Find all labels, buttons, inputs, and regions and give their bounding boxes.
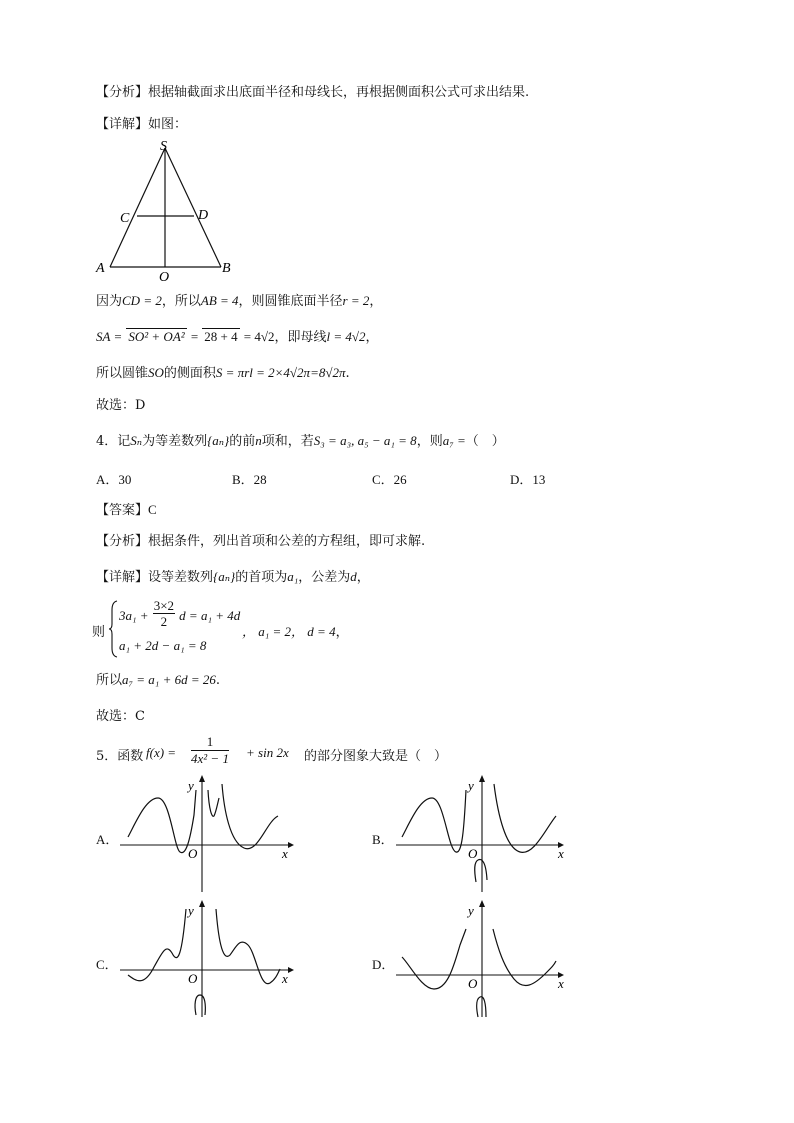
y-axis-label: y	[468, 778, 474, 793]
x-axis-arrow	[288, 967, 294, 973]
q4-option-a[interactable]	[96, 469, 131, 488]
label-c: C	[120, 211, 130, 226]
equation-2: a₁ + 2d − a₁ = 8	[119, 638, 207, 653]
text: 的侧面积	[163, 366, 216, 381]
math-a1-value: ， a₁ = 2	[242, 624, 292, 639]
q4-stem	[96, 432, 505, 451]
math-an: {aₙ}	[213, 569, 236, 584]
cone-section-figure	[90, 136, 240, 286]
text: .	[345, 366, 350, 381]
text: ，公差为	[298, 570, 351, 585]
origin-label: O	[188, 846, 198, 861]
text: ，	[356, 570, 370, 585]
fraction-denominator: 2	[160, 614, 168, 629]
x-axis-label: x	[282, 846, 288, 861]
q4-option-c[interactable]	[372, 469, 407, 488]
text: 所以	[96, 673, 123, 688]
q4-option-b[interactable]	[232, 469, 267, 488]
math-f: f(x) =	[146, 745, 177, 760]
curve-right	[493, 929, 556, 986]
fraction-numerator: 3×2	[153, 598, 175, 613]
left-brace	[108, 600, 118, 658]
text: ，即母线	[274, 330, 327, 345]
analysis-text: 根据轴截面求出底面半径和母线长，再根据侧面积公式可求出结果.	[148, 85, 530, 100]
q5-option-d-label[interactable]: D．	[372, 957, 395, 972]
label-s: S	[160, 139, 167, 154]
text: 项和，若	[261, 434, 314, 449]
curve-middle	[208, 790, 219, 816]
analysis-text: 根据条件，列出首项和公差的方程组，即可求解.	[148, 534, 426, 549]
option-value: 13	[532, 472, 546, 487]
q4-detail	[96, 568, 370, 587]
edge-sb	[165, 148, 221, 267]
origin-label: O	[188, 971, 198, 986]
x-axis-label: x	[558, 976, 564, 991]
text: ，	[365, 330, 379, 345]
origin-label: O	[468, 976, 478, 991]
text: ，	[369, 294, 383, 309]
math-so: SO	[148, 365, 164, 380]
math-radical-1: SO² + OA²	[128, 329, 185, 344]
q3-line1	[96, 292, 382, 311]
math-area-formula: S = πrl = 2×4√2π=8√2π	[215, 365, 346, 380]
fraction-denominator: 4x² − 1	[191, 751, 229, 766]
math-r: r = 2	[342, 293, 370, 308]
curve-left	[128, 790, 196, 853]
graph-d[interactable]	[396, 895, 576, 1020]
label-o: O	[159, 270, 170, 285]
detail-text: 如图：	[148, 117, 188, 132]
curve-middle	[195, 995, 205, 1015]
text: 的部分图象大致是（ ）	[304, 749, 448, 764]
x-axis-arrow	[288, 842, 294, 848]
y-axis-arrow	[199, 775, 205, 782]
fraction	[153, 598, 175, 629]
option-label: B．	[232, 472, 254, 487]
math-d-value: ， d = 4	[291, 624, 336, 639]
option-label: C．	[372, 472, 394, 487]
x-axis-label: x	[558, 846, 564, 861]
analysis-tag: 【分析】	[96, 534, 149, 549]
text: 的前	[229, 434, 256, 449]
text: （ ）	[465, 434, 505, 449]
text: 所以圆锥	[96, 366, 149, 381]
label-d: D	[198, 208, 209, 223]
math-sin: + sin 2x	[246, 745, 289, 760]
text: .	[215, 673, 221, 688]
q4-equation-system	[92, 598, 392, 660]
label-a: A	[96, 261, 105, 276]
option-value: 28	[253, 472, 267, 487]
math-eq: =	[190, 329, 199, 344]
solutions	[242, 621, 349, 640]
math-condition: S₃ = a₃, a₅ − a₁ = 8	[313, 433, 417, 448]
math-result: = 4√2	[243, 329, 275, 344]
text: ，则圆锥底面半径	[238, 294, 343, 309]
text: ，所以	[161, 294, 201, 309]
answer-tag: 【答案】	[96, 503, 149, 518]
math-n: n	[255, 433, 262, 448]
q4-answer	[96, 501, 157, 520]
curve-middle	[477, 997, 486, 1017]
math-a1: a₁	[287, 569, 299, 584]
analysis-tag: 【分析】	[96, 85, 149, 100]
text: ，	[335, 625, 349, 640]
graph-b[interactable]	[396, 770, 576, 895]
curve-right	[494, 784, 556, 852]
text: 4．记	[96, 434, 131, 449]
equation-1	[119, 598, 240, 629]
text: 设等差数列	[148, 570, 214, 585]
option-label: D．	[510, 472, 533, 487]
math-sn: Sₙ	[130, 433, 143, 448]
q3-detail-line	[96, 116, 187, 134]
y-axis-arrow	[479, 900, 485, 907]
math-cd: CD = 2	[122, 293, 162, 308]
y-axis-label: y	[188, 778, 194, 793]
answer-value: C	[148, 502, 157, 517]
fraction-numerator: 1	[191, 734, 229, 751]
q3-line3	[96, 364, 350, 383]
y-axis-arrow	[199, 900, 205, 907]
text: 则	[92, 625, 106, 640]
q5-option-c-label[interactable]: C．	[96, 957, 118, 972]
q5-option-a-label[interactable]: A．	[96, 832, 119, 847]
math-an: {aₙ}	[207, 433, 230, 448]
text: 的首项为	[235, 570, 288, 585]
text: 5．函数	[96, 749, 144, 764]
curve-middle	[475, 860, 487, 882]
graph-c[interactable]	[120, 895, 300, 1020]
y-axis-label: y	[468, 903, 474, 918]
math-a7-result: a₇ = a₁ + 6d = 26	[122, 672, 216, 687]
math-radical-2: 28 + 4	[204, 329, 238, 344]
text: ，则	[416, 434, 443, 449]
option-value: 26	[393, 472, 407, 487]
math: 3a₁ +	[119, 608, 149, 623]
fraction	[191, 734, 229, 767]
q4-result	[96, 671, 220, 690]
q3-line2	[96, 328, 379, 347]
option-label: A．	[96, 472, 119, 487]
q4-choice: 故选：C	[96, 709, 145, 724]
curve-left	[402, 929, 466, 989]
q4-option-d[interactable]	[510, 469, 545, 488]
origin-label: O	[468, 846, 478, 861]
x-axis-label: x	[282, 971, 288, 986]
q3-analysis-line	[96, 84, 529, 102]
q3-choice: 故选：D	[96, 398, 146, 413]
curve-right	[216, 909, 280, 984]
y-axis-arrow	[479, 775, 485, 782]
detail-tag: 【详解】	[96, 117, 149, 132]
curve-right	[222, 784, 278, 849]
math-ab: AB = 4	[200, 293, 239, 308]
graph-a[interactable]	[120, 770, 300, 895]
y-axis-label: y	[188, 903, 194, 918]
curve-left	[402, 790, 466, 852]
edge-sa	[110, 148, 165, 267]
detail-tag: 【详解】	[96, 570, 149, 585]
math: d = a₁ + 4d	[179, 608, 241, 623]
text: 为等差数列	[142, 434, 208, 449]
option-value: 30	[118, 472, 132, 487]
math-sa: SA =	[96, 329, 123, 344]
math-l: l = 4√2	[326, 329, 366, 344]
q5-option-b-label[interactable]: B．	[372, 832, 394, 847]
math-a7: a₇ =	[442, 433, 466, 448]
q4-analysis	[96, 533, 425, 551]
label-b: B	[222, 261, 231, 276]
math-d: d	[350, 569, 357, 584]
text: 因为	[96, 294, 123, 309]
